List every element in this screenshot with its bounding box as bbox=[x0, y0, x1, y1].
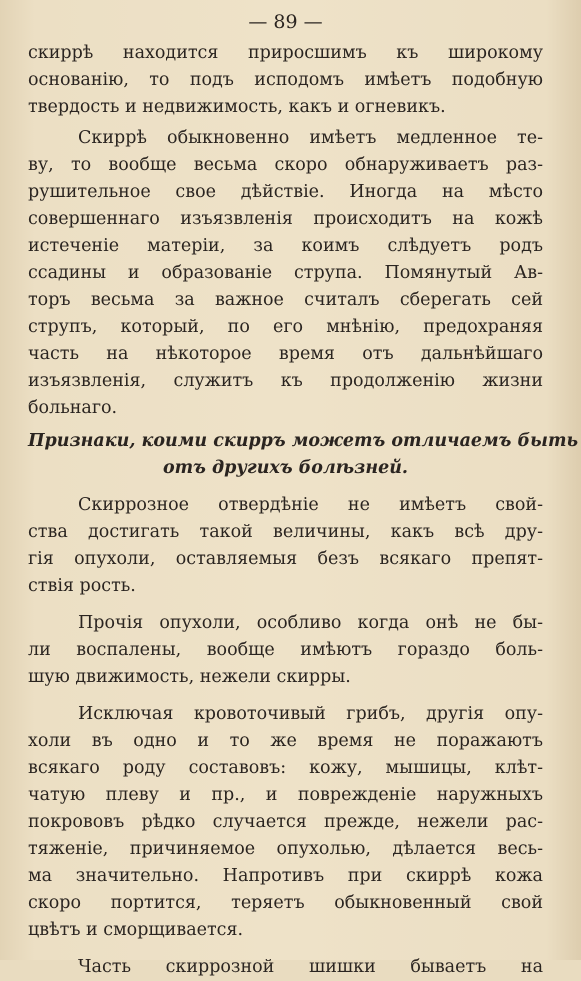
text-line: скоро портится, теряетъ обыкновенный свой bbox=[28, 893, 543, 913]
text-line: покрововъ рѣдко случается прежде, нежели рас- bbox=[28, 812, 543, 832]
text-line: ли воспалены, вообще имѣютъ гораздо боль- bbox=[28, 640, 543, 660]
text-line: истеченіе матеріи, за коимъ слѣдуетъ родъ bbox=[28, 236, 543, 256]
text-line: ства достигать такой величины, какъ всѣ дру- bbox=[28, 522, 543, 542]
text-line: Скиррозное отвердѣніе не имѣетъ свой- bbox=[78, 495, 543, 515]
text-line: основанію, то подъ исподомъ имѣетъ подобную bbox=[28, 70, 543, 90]
text-line: холи въ одно и то же время не поражаютъ bbox=[28, 731, 543, 751]
text-line: Прочія опухоли, особливо когда онѣ не бы- bbox=[78, 613, 543, 633]
text-line: чатую плеву и пр., и поврежденіе наружныхъ bbox=[28, 785, 543, 805]
heading-line: отъ другихъ болѣзней. bbox=[162, 458, 409, 478]
paragraph bbox=[28, 610, 543, 691]
page-number: — 89 — bbox=[248, 11, 323, 33]
text-line: Исключая кровоточивый грибъ, другія опу- bbox=[78, 704, 543, 724]
text-line: часть на нѣкоторое время отъ дальнѣйшаго bbox=[28, 344, 543, 364]
heading-line: Признаки, коими скирръ можетъ отличаемъ быть bbox=[28, 431, 579, 451]
section-heading bbox=[28, 428, 579, 482]
text-line: струпъ, который, по его мнѣнію, предохраняя bbox=[28, 317, 543, 337]
paragraph bbox=[28, 40, 543, 121]
text-line: скиррѣ находится приросшимъ къ широкому bbox=[28, 43, 543, 63]
text-line: Часть скиррозной шишки бываетъ на bbox=[78, 957, 543, 977]
text-line: цвѣтъ и сморщивается. bbox=[28, 920, 244, 940]
text-line: шую движимость, нежели скирры. bbox=[28, 667, 351, 687]
text-line: совершеннаго изъязвленія происходитъ на кожѣ bbox=[28, 209, 543, 229]
text-line: твердость и недвижимость, какъ и огневикъ. bbox=[28, 97, 446, 117]
text-line: ствія рость. bbox=[28, 576, 136, 596]
text-line: Скиррѣ обыкновенно имѣетъ медленное те- bbox=[78, 128, 543, 148]
text-line: ма значительно. Напротивъ при скиррѣ кожа bbox=[28, 866, 543, 886]
text-line: рушительное свое дѣйствіе. Иногда на мѣсто bbox=[28, 182, 543, 202]
text-line: ссадины и образованіе струпа. Помянутый Ав- bbox=[28, 263, 543, 283]
text-line: тяженіе, причиняемое опухолью, дѣлается весь- bbox=[28, 839, 543, 859]
paragraph bbox=[28, 954, 543, 981]
text-line: больнаго. bbox=[28, 398, 118, 418]
text-line: торъ весьма за важное считалъ сберегать сей bbox=[28, 290, 543, 310]
paragraph bbox=[28, 492, 543, 600]
text-line: всякаго роду составовъ: кожу, мышицы, клѣт- bbox=[28, 758, 543, 778]
paragraph bbox=[28, 701, 543, 944]
text-line: изъязвленія, служитъ къ продолженію жизни bbox=[28, 371, 543, 391]
paragraph bbox=[28, 125, 543, 422]
text-line: гія опухоли, оставляемыя безъ всякаго препят- bbox=[28, 549, 543, 569]
text-line: ву, то вообще весьма скоро обнаруживаетъ раз- bbox=[28, 155, 543, 175]
